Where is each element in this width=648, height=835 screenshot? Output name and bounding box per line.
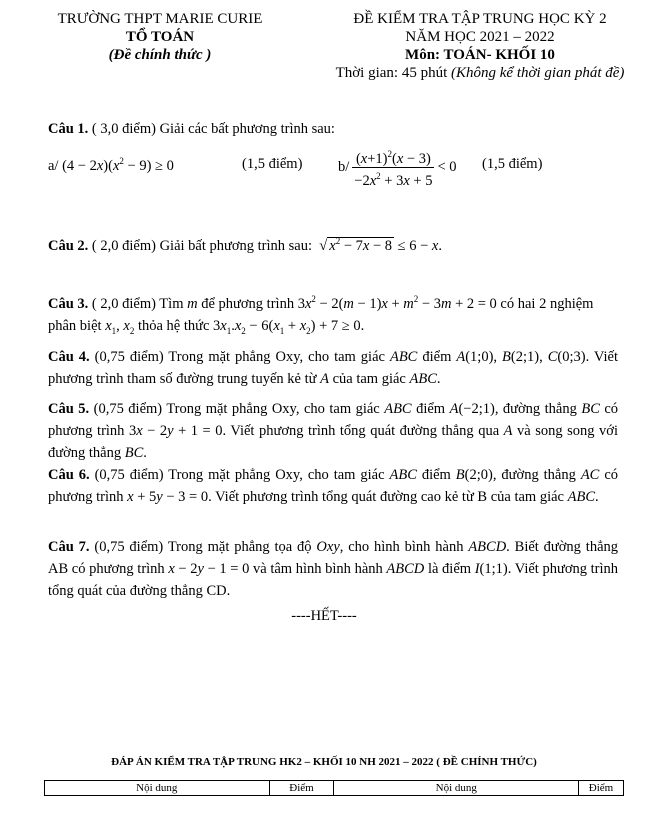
q2-expr: √ $x^2 - 7x - 8 \le 6 - x$.: [315, 236, 442, 254]
subject: Môn: TOÁN- KHỐI 10: [405, 47, 555, 63]
q7-t6: . Viết phương trình tổng quát của đường thẳng CD.: [48, 561, 619, 599]
q1b-fraction: $\frac{(x+1)^2(x - 3)}{-2x^2 + 3x + 5}$: [352, 146, 434, 189]
q4-label: Câu 4.: [48, 349, 90, 365]
q3-t1: ( 2,0 điểm) Tìm: [88, 295, 184, 312]
q4-t5: .: [436, 371, 441, 387]
q7-t1: (0,75 điểm) Trong mặt phẳng tọa độ: [89, 539, 312, 555]
question-6: Câu 6. (0,75 điểm) Trong mặt phẳng Oxy, cho tam giác ABC điểm B(2;0), đường thẳng AC có phương trình x + 5y − 3 = 0. Viết phương trình tổng quát đường cao kẻ từ B của tam giác ABC.: [48, 467, 618, 505]
q3-equation: $3x^2 - 2(m - 1)x + m^2 - 3m + 2 = 0$: [297, 294, 497, 312]
q6-t4: có phương trình: [48, 467, 618, 505]
q5-t1: (0,75 điểm) Trong mặt phẳng Oxy, cho tam giác: [89, 401, 380, 417]
q6-t1: (0,75 điểm) Trong mặt phẳng Oxy, cho tam giác: [89, 467, 385, 483]
q4-t4: của tam giác: [332, 371, 406, 387]
q6-t2: điểm: [421, 467, 451, 483]
q6-label: Câu 6.: [48, 467, 90, 483]
q5-t6: và song song với đường thẳng: [48, 423, 618, 461]
school-year: NĂM HỌC 2021 – 2022: [405, 29, 555, 45]
q1a-points: (1,5 điểm): [242, 156, 303, 172]
q4-t3: . Viết phương trình tham số đường trung tuyến kẻ từ: [48, 349, 619, 387]
exam-title: ĐỀ KIỂM TRA TẬP TRUNG HỌC KỲ 2: [353, 11, 607, 27]
header-left: [40, 10, 280, 64]
q2-text: ( 2,0 điểm) Giải bất phương trình sau:: [88, 237, 313, 254]
question-5: Câu 5. (0,75 điểm) Trong mặt phẳng Oxy, cho tam giác ABC điểm A(−2;1), đường thẳng BC có phương trình 3x − 2y + 1 = 0. Viết phương trình tổng quát đường thẳng qua A và song song với đường thẳng BC.: [48, 401, 619, 461]
table-row: [45, 781, 624, 796]
q3-t4: phân biệt: [48, 317, 102, 334]
time: Thời gian: 45 phút: [335, 65, 448, 81]
col-content-2: Nội dung: [334, 781, 579, 796]
school-name: TRƯỜNG THPT MARIE CURIE: [57, 11, 263, 27]
q5-t7: .: [143, 445, 147, 461]
question-3: Câu 3. ( 2,0 điểm) Tìm m để phương trình $3x^2 - 2(m - 1)x + m^2 - 3m + 2 = 0$ có hai 2 nghiệm phân biệt $x_1$, $x_2$ thỏa hệ thức $3x_1.x_2 - 6(x_1 + x_2) + 7 \ge 0$.: [48, 294, 594, 336]
q3-t3: có hai 2 nghiệm: [500, 295, 594, 312]
q5-t4: có phương trình: [48, 401, 619, 439]
q5-t3: , đường thẳng: [494, 401, 577, 417]
time-note: (Không kể thời gian phát đề): [451, 65, 625, 81]
q4-t1: (0,75 điểm) Trong mặt phẳng Oxy, cho tam giác: [89, 349, 385, 365]
question-1: [48, 118, 618, 140]
q4-t2: điểm: [422, 349, 452, 365]
q5-t2: điểm: [416, 401, 446, 417]
q1-text: ( 3,0 điểm) Giải các bất phương trình sau:: [88, 121, 335, 137]
q6-t5: . Viết phương trình tổng quát đường cao kẻ từ B của tam giác: [208, 489, 564, 505]
q1a-expr: $(4 - 2x)(x^2 - 9) \ge 0$: [62, 156, 174, 174]
q7-t3: . Biết đường thẳng AB có phương trình: [48, 539, 619, 577]
q1b-points: (1,5 điểm): [482, 156, 543, 172]
question-2: [48, 230, 618, 257]
question-7: Câu 7. (0,75 điểm) Trong mặt phẳng tọa độ Oxy, cho hình bình hành ABCD. Biết đường thẳng AB có phương trình x − 2y − 1 = 0 và tâm hình bình hành ABCD là điểm I(1;1). Viết phương trình tổng quát của đường thẳng CD.: [48, 539, 619, 599]
q7-t4: và tâm hình bình hành: [253, 561, 383, 577]
q2-label: Câu 2.: [48, 237, 89, 254]
q6-t3: , đường thẳng: [492, 467, 576, 483]
q7-t2: , cho hình bình hành: [339, 539, 464, 555]
q7-t5: là điểm: [427, 561, 472, 577]
q3-t5: thỏa hệ thức: [137, 317, 210, 334]
col-content-1: Nội dung: [45, 781, 270, 796]
department: TỔ TOÁN: [125, 29, 195, 45]
q1a-label: a/: [48, 157, 59, 174]
end-marker: ----HẾT----: [291, 608, 357, 624]
q1b: [338, 146, 457, 189]
q1b-label: b/: [338, 158, 350, 175]
q1b-rel: < 0: [437, 158, 457, 175]
time-line: [330, 64, 630, 82]
q3-t2: để phương trình: [201, 295, 295, 312]
header-right: [330, 10, 630, 82]
question-4: Câu 4. (0,75 điểm) Trong mặt phẳng Oxy, cho tam giác ABC điểm A(1;0), B(2;1), C(0;3). Viết phương trình tham số đường trung tuyến kẻ từ A của tam giác ABC.: [48, 349, 619, 387]
q5-t5: . Viết phương trình tổng quát đường thẳng qua: [222, 423, 500, 439]
answer-table: [44, 780, 624, 796]
q7-label: Câu 7.: [48, 539, 90, 555]
answer-title: ĐÁP ÁN KIỂM TRA TẬP TRUNG HK2 – KHỐI 10 NH 2021 – 2022 ( ĐỀ CHÍNH THỨC): [111, 756, 537, 768]
q3-condition: $3x_1.x_2 - 6(x_1 + x_2) + 7 \ge 0$.: [213, 317, 365, 336]
col-score-1: Điểm: [269, 781, 334, 796]
q3-label: Câu 3.: [48, 295, 89, 312]
q1a: [48, 156, 174, 175]
official-note: (Đề chính thức ): [108, 47, 212, 63]
col-score-2: Điểm: [579, 781, 624, 796]
q5-label: Câu 5.: [48, 401, 90, 417]
q6-t6: .: [595, 489, 599, 505]
q1-label: Câu 1.: [48, 121, 89, 137]
